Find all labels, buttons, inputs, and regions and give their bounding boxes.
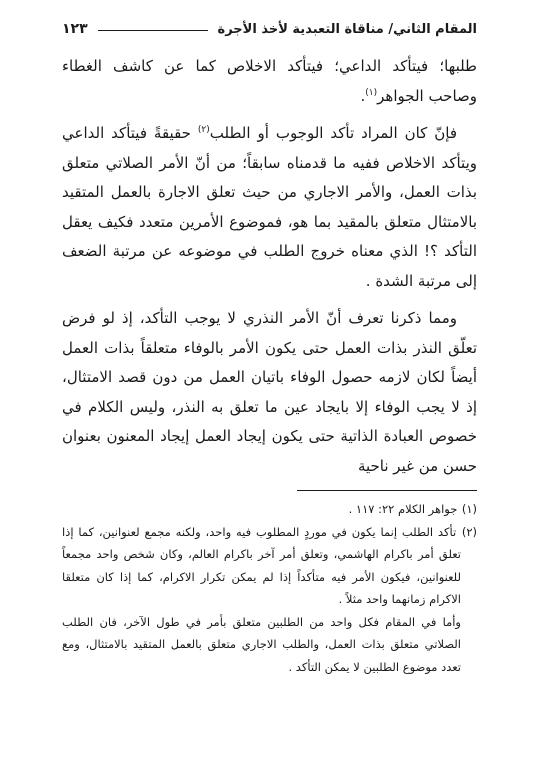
paragraph-2-text-b: حقيقةً فيتأكد الداعي ويتأكد الاخلاص ففيه ما قدمناه سابقاً؛ من أنّ الأمر الصلاتي متعلق بذات العمل، والأمر الاجاري من حيث تعلق الاجارة بالعمل المتقيد بالامتثال متعلق بالمقيد بما هو، فموضوع الأمرين متعدد فكيف يعقل التأكد ؟! الذي معناه خروج الطلب في موضوعه عن مرتبة الضعف إلى مرتبة الشدة . bbox=[62, 124, 477, 290]
paragraph-2-text-a: فإنّ كان المراد تأكد الوجوب أو الطلب bbox=[209, 124, 457, 142]
footnote-1-number: (١) bbox=[461, 502, 477, 516]
main-text bbox=[62, 52, 477, 489]
running-title: المقام الثاني/ مناقاة التعبدية لأخذ الأجرة bbox=[217, 21, 477, 37]
footnote-1-text: جواهر الكلام ٢٢: ١١٧ . bbox=[348, 502, 458, 516]
page-header bbox=[62, 18, 477, 40]
paragraph-1 bbox=[62, 52, 477, 111]
page-number: ١٢٣ bbox=[62, 21, 88, 37]
footnotes bbox=[62, 498, 477, 678]
paragraph-1-end: . bbox=[360, 86, 366, 105]
footnote-2-text: تأكد الطلب إنما يكون في موردٍ المطلوب فيه واحد، ولكنه مجمع لعنوانين، كما إذا تعلق أمر باكرام الهاشمي، وتعلق أمر آخر باكرام العالم، وكان شخص واحد مجمعاً للعنوانين، فيكون الأمر فيه متأكداً إذا لم يمكن تكرار الاكرام، كما إذا كان متعلقا الاكرام زمانهما واحد مثلاً . bbox=[62, 524, 461, 606]
header-rule bbox=[98, 30, 208, 31]
footnote-2-continuation: وأما في المقام فكل واحد من الطلبين متعلق بأمر في طول الآخر، فان الطلب الصلاتي متعلق بذات العمل، والطلب الاجاري متعلق بالعمل المتقيد بالامتثال، ومع تعدد موضوع الطلبين لا يمكن التأكد . bbox=[62, 614, 461, 674]
paragraph-3: ومما ذكرنا تعرف أنّ الأمر النذري لا يوجب التأكد، إذ لو فرض تعلّق النذر بذات العمل حتى يكون الأمر بالوفاء متعلقاً بذات العمل أيضاً لكان لازمه حصول الوفاء باتيان العمل من دون قصد الامتثال، إذ لا يجب الوفاء إلا بايجاد عين ما تعلق به النذر، وليس الكلام في خصوص العبادة الذاتية حتى يكون إيجاد العمل إيجاد المعنون بعنوان حسن من غير ناحية bbox=[62, 309, 477, 475]
paragraph-1-text: طلبها؛ فيتأكد الداعي؛ فيتأكد الاخلاص كما عن كاشف الغطاء وصاحب الجواهر bbox=[62, 57, 477, 105]
footnote-separator bbox=[297, 490, 477, 491]
paragraph-2 bbox=[62, 119, 477, 296]
footnote-2 bbox=[62, 521, 477, 611]
footnote-2-number: (٢) bbox=[461, 524, 477, 539]
footnote-ref-1: (١) bbox=[365, 87, 378, 98]
footnote-1 bbox=[62, 498, 477, 521]
footnote-ref-2: (٢) bbox=[197, 125, 210, 135]
